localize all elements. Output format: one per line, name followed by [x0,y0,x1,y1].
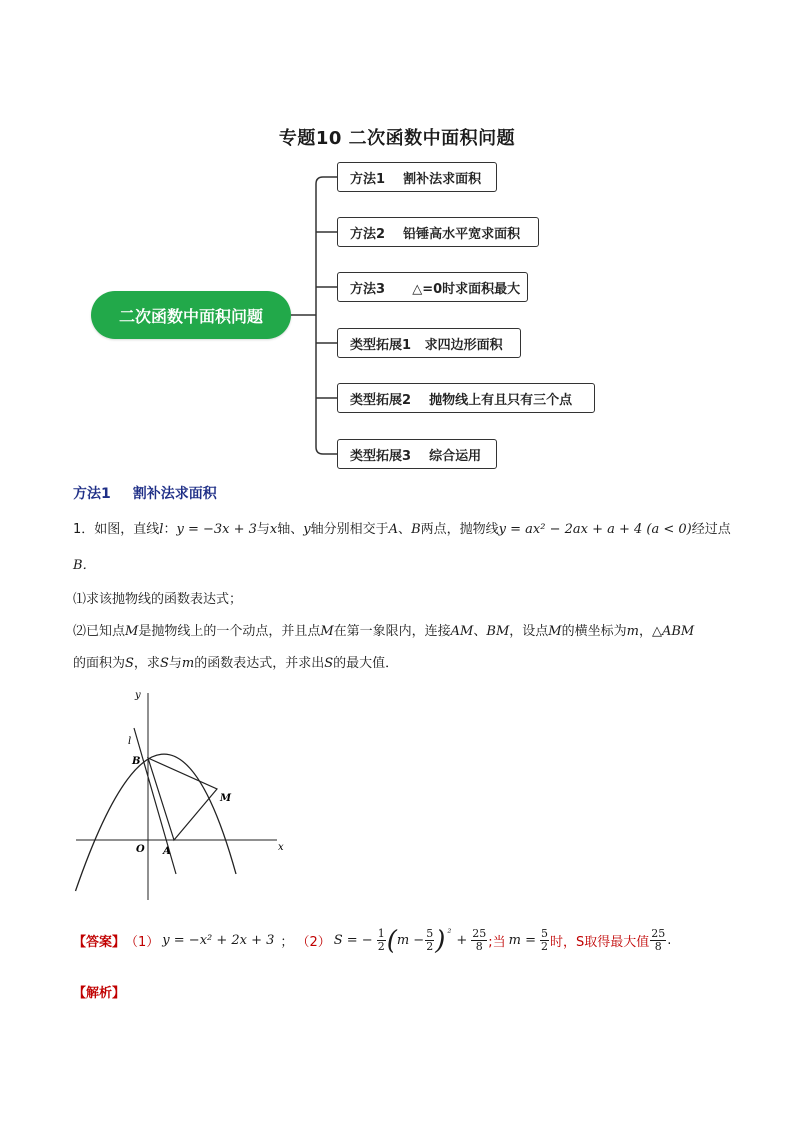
question-2-line-2 [73,654,398,674]
numerator: 25 [651,927,666,940]
text-segment: 、 [398,522,412,537]
label-m: M [220,793,232,804]
text-segment: ;当 [488,935,506,950]
math-var: m [626,624,639,639]
answer-label: 【答案】 [73,935,126,950]
numerator: 25 [472,927,487,940]
label-o: O [136,844,145,855]
math-var: M [548,624,562,639]
answer-line: 【答案】 （1） y = −x² + 2x + 3 ； （2） S = − $\frac{1}{2}$ ( m − $\frac{5}{2}$ ) ² + $\frac{25}{8}$ ;当 m = $\frac{5}{2}$ 时，S取得最大值 $\frac{25}{8}$ . [73,925,672,956]
exponent: ² [447,928,452,939]
text-segment: + [456,933,468,948]
text-segment: 两点，抛物线 [420,522,499,537]
text-segment: B． [73,558,96,573]
text-segment: 经过点 [691,522,731,537]
math-var: AM [450,624,474,639]
math-var: S [159,656,169,671]
text-segment: 时，S取得最大值 [550,935,650,950]
text-segment: ，求 [133,656,160,671]
math-var: BM [486,624,510,639]
mindmap-branch-method2: 方法2 铅锤高水平宽求面积 [337,217,539,247]
text-segment: 的横坐标为 [561,624,627,639]
denominator: 8 [654,940,662,953]
mindmap-branch-method1: 方法1 割补法求面积 [337,162,497,192]
denominator: 2 [426,940,434,953]
math-var: S [324,656,334,671]
mindmap-branch-method3: 方法3 △=0时求面积最大 [337,272,528,302]
fraction-max-value [650,928,666,953]
text-segment: 、 [473,624,487,639]
numerator: 5 [541,927,549,940]
math-var: y [303,522,311,537]
text-segment: 的函数表达式，并求出 [194,656,325,671]
parabola-equation: y = ax² − 2ax + a + 4 (a < 0) [498,522,692,537]
label-b: B [132,756,141,767]
denominator: 2 [377,940,385,953]
section-heading [73,483,217,503]
fraction-twenty-five-eighths [471,928,487,953]
math-var: x [269,522,278,537]
label-a: A [163,846,171,857]
problem-figure [72,688,292,903]
text-segment: ，设点 [509,624,549,639]
mindmap-root: 二次函数中面积问题 [91,291,291,339]
text-segment: 是抛物线上的一个动点，并且点 [138,624,321,639]
text-segment: 1．如图，直线 [73,522,160,537]
text-segment: 与 [256,522,270,537]
answer-2-expression-mid: m − [396,933,425,948]
fraction-m-value [540,928,549,953]
answer-1-expression: y = −x² + 2x + 3 [162,933,275,948]
text-segment: ⑵已知点 [73,624,126,639]
math-var: B [411,522,421,537]
mindmap-branch-type3: 类型拓展3 综合运用 [337,439,497,469]
math-var: S [125,656,134,671]
mindmap-branch-type1: 类型拓展1 求四边形面积 [337,328,521,358]
analysis-label: 【解析】 [73,986,126,1001]
line-equation: y = −3x + 3 [176,522,257,537]
answer-part-2-label: （2） [296,935,331,950]
question-1: ⑴求该抛物线的函数表达式； [73,592,243,607]
text-segment: 在第一象限内，连接 [333,624,451,639]
problem-line-1 [73,520,731,540]
math-var: △ABM [651,624,695,639]
math-var: M [320,624,334,639]
denominator: 2 [541,940,549,953]
text-segment: ： [163,522,177,537]
page-title: 专题10 二次函数中面积问题 [278,128,516,149]
text-segment: 轴分别相交于 [310,522,389,537]
label-y: y [135,690,141,701]
parabola-curve [76,754,237,891]
section-label: 方法1 [73,486,111,502]
answer-m-equals: m = [508,933,537,948]
denominator: 8 [475,940,483,953]
mindmap-branch-type2: 类型拓展2 抛物线上有且只有三个点 [337,383,595,413]
answer-2-expression-start: S = − [333,933,373,948]
problem-line-2 [73,556,96,576]
math-var: A [388,522,399,537]
section-title: 割补法求面积 [132,486,217,502]
text-segment: 的最大值． [333,656,399,671]
text-segment: ； [280,935,294,950]
answer-part-1-label: （1） [125,935,160,950]
fraction-five-halves [425,928,434,953]
label-l: l [128,736,132,747]
numerator: 1 [377,927,385,940]
text-segment: ， [638,624,652,639]
text-segment: 与 [168,656,182,671]
text-segment: 轴、 [277,522,304,537]
text-segment: 的面积为 [73,656,126,671]
math-var: m [181,656,195,671]
fraction-one-half [377,928,386,953]
triangle-abm [148,758,217,840]
math-var: M [125,624,139,639]
label-x: x [278,842,284,853]
math-var: l [159,522,164,537]
text-segment: . [667,933,672,948]
numerator: 5 [426,927,434,940]
question-2-line-1 [73,622,694,642]
